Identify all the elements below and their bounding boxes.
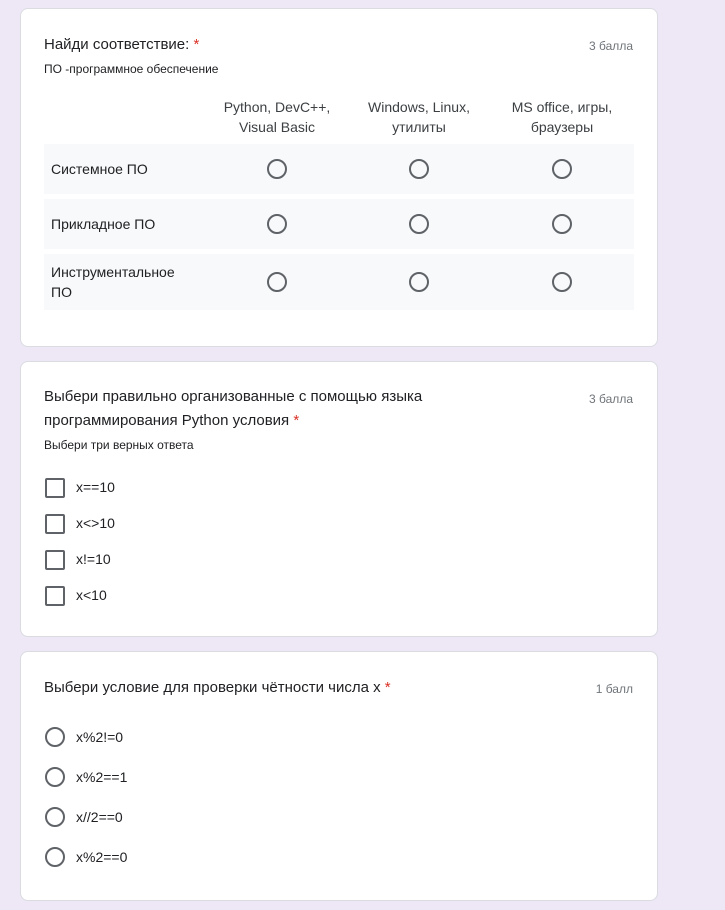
option-label[interactable]: x%2==0	[76, 849, 128, 865]
grid-column-header	[354, 97, 484, 137]
question-card-matching	[20, 8, 658, 347]
column-header-line: Visual Basic	[238, 119, 315, 135]
question-title-line: Выбери правильно организованные с помощью языка	[44, 388, 423, 405]
option-checkbox[interactable]	[45, 514, 65, 534]
grid-radio-button[interactable]	[267, 159, 287, 179]
option-label[interactable]: x//2==0	[76, 809, 123, 825]
required-asterisk: *	[384, 679, 391, 696]
row-label-line: Системное ПО	[51, 161, 148, 177]
grid-radio-button[interactable]	[552, 272, 572, 292]
question-title-text: Найди соответствие:	[44, 36, 190, 53]
grid-row-label	[51, 262, 175, 302]
question-card-checkboxes	[20, 361, 658, 637]
question-points: 3 балла	[589, 392, 633, 406]
row-label-line: Инструментальное	[51, 264, 175, 280]
question-title-line: программирования Python условия	[44, 412, 290, 429]
row-label-line: Прикладное ПО	[51, 216, 156, 232]
column-header-line: утилиты	[392, 119, 446, 135]
option-label[interactable]: x%2==1	[76, 769, 128, 785]
required-asterisk: *	[193, 36, 200, 53]
question-title	[44, 385, 422, 433]
question-description: Выбери три верных ответа	[44, 438, 194, 452]
question-title-text: Выбери условие для проверки чётности числа x	[44, 679, 381, 696]
question-card-radio	[20, 651, 658, 901]
option-label[interactable]: x<>10	[76, 515, 115, 531]
grid-radio-button[interactable]	[409, 272, 429, 292]
question-title	[44, 676, 391, 700]
required-asterisk: *	[293, 412, 300, 429]
grid-column-header	[497, 97, 627, 137]
column-header-line: Python, DevC++,	[223, 99, 331, 115]
column-header-line: Windows, Linux,	[368, 99, 470, 115]
option-checkbox[interactable]	[45, 550, 65, 570]
option-label[interactable]: x<10	[76, 587, 107, 603]
option-radio-button[interactable]	[45, 727, 65, 747]
column-header-line: MS office, игры,	[511, 99, 613, 115]
grid-radio-button[interactable]	[409, 214, 429, 234]
column-header-line: браузеры	[530, 119, 594, 135]
question-description: ПО -программное обеспечение	[44, 62, 219, 76]
option-label[interactable]: x%2!=0	[76, 729, 124, 745]
grid-row-label	[51, 214, 155, 234]
grid-radio-button[interactable]	[552, 214, 572, 234]
grid-radio-button[interactable]	[409, 159, 429, 179]
option-radio-button[interactable]	[45, 767, 65, 787]
grid-row	[44, 254, 634, 310]
grid-radio-button[interactable]	[552, 159, 572, 179]
row-label-line: ПО	[51, 284, 72, 300]
grid-row-label	[51, 159, 148, 179]
question-title	[44, 33, 199, 57]
option-radio-button[interactable]	[45, 807, 65, 827]
grid-row	[44, 199, 634, 249]
grid-row	[44, 144, 634, 194]
option-label[interactable]: x!=10	[76, 551, 111, 567]
option-radio-button[interactable]	[45, 847, 65, 867]
option-checkbox[interactable]	[45, 586, 65, 606]
question-points: 3 балла	[589, 39, 633, 53]
grid-column-header	[212, 97, 342, 137]
question-points: 1 балл	[595, 682, 633, 696]
option-checkbox[interactable]	[45, 478, 65, 498]
grid-radio-button[interactable]	[267, 272, 287, 292]
option-label[interactable]: x==10	[76, 479, 115, 495]
grid-radio-button[interactable]	[267, 214, 287, 234]
